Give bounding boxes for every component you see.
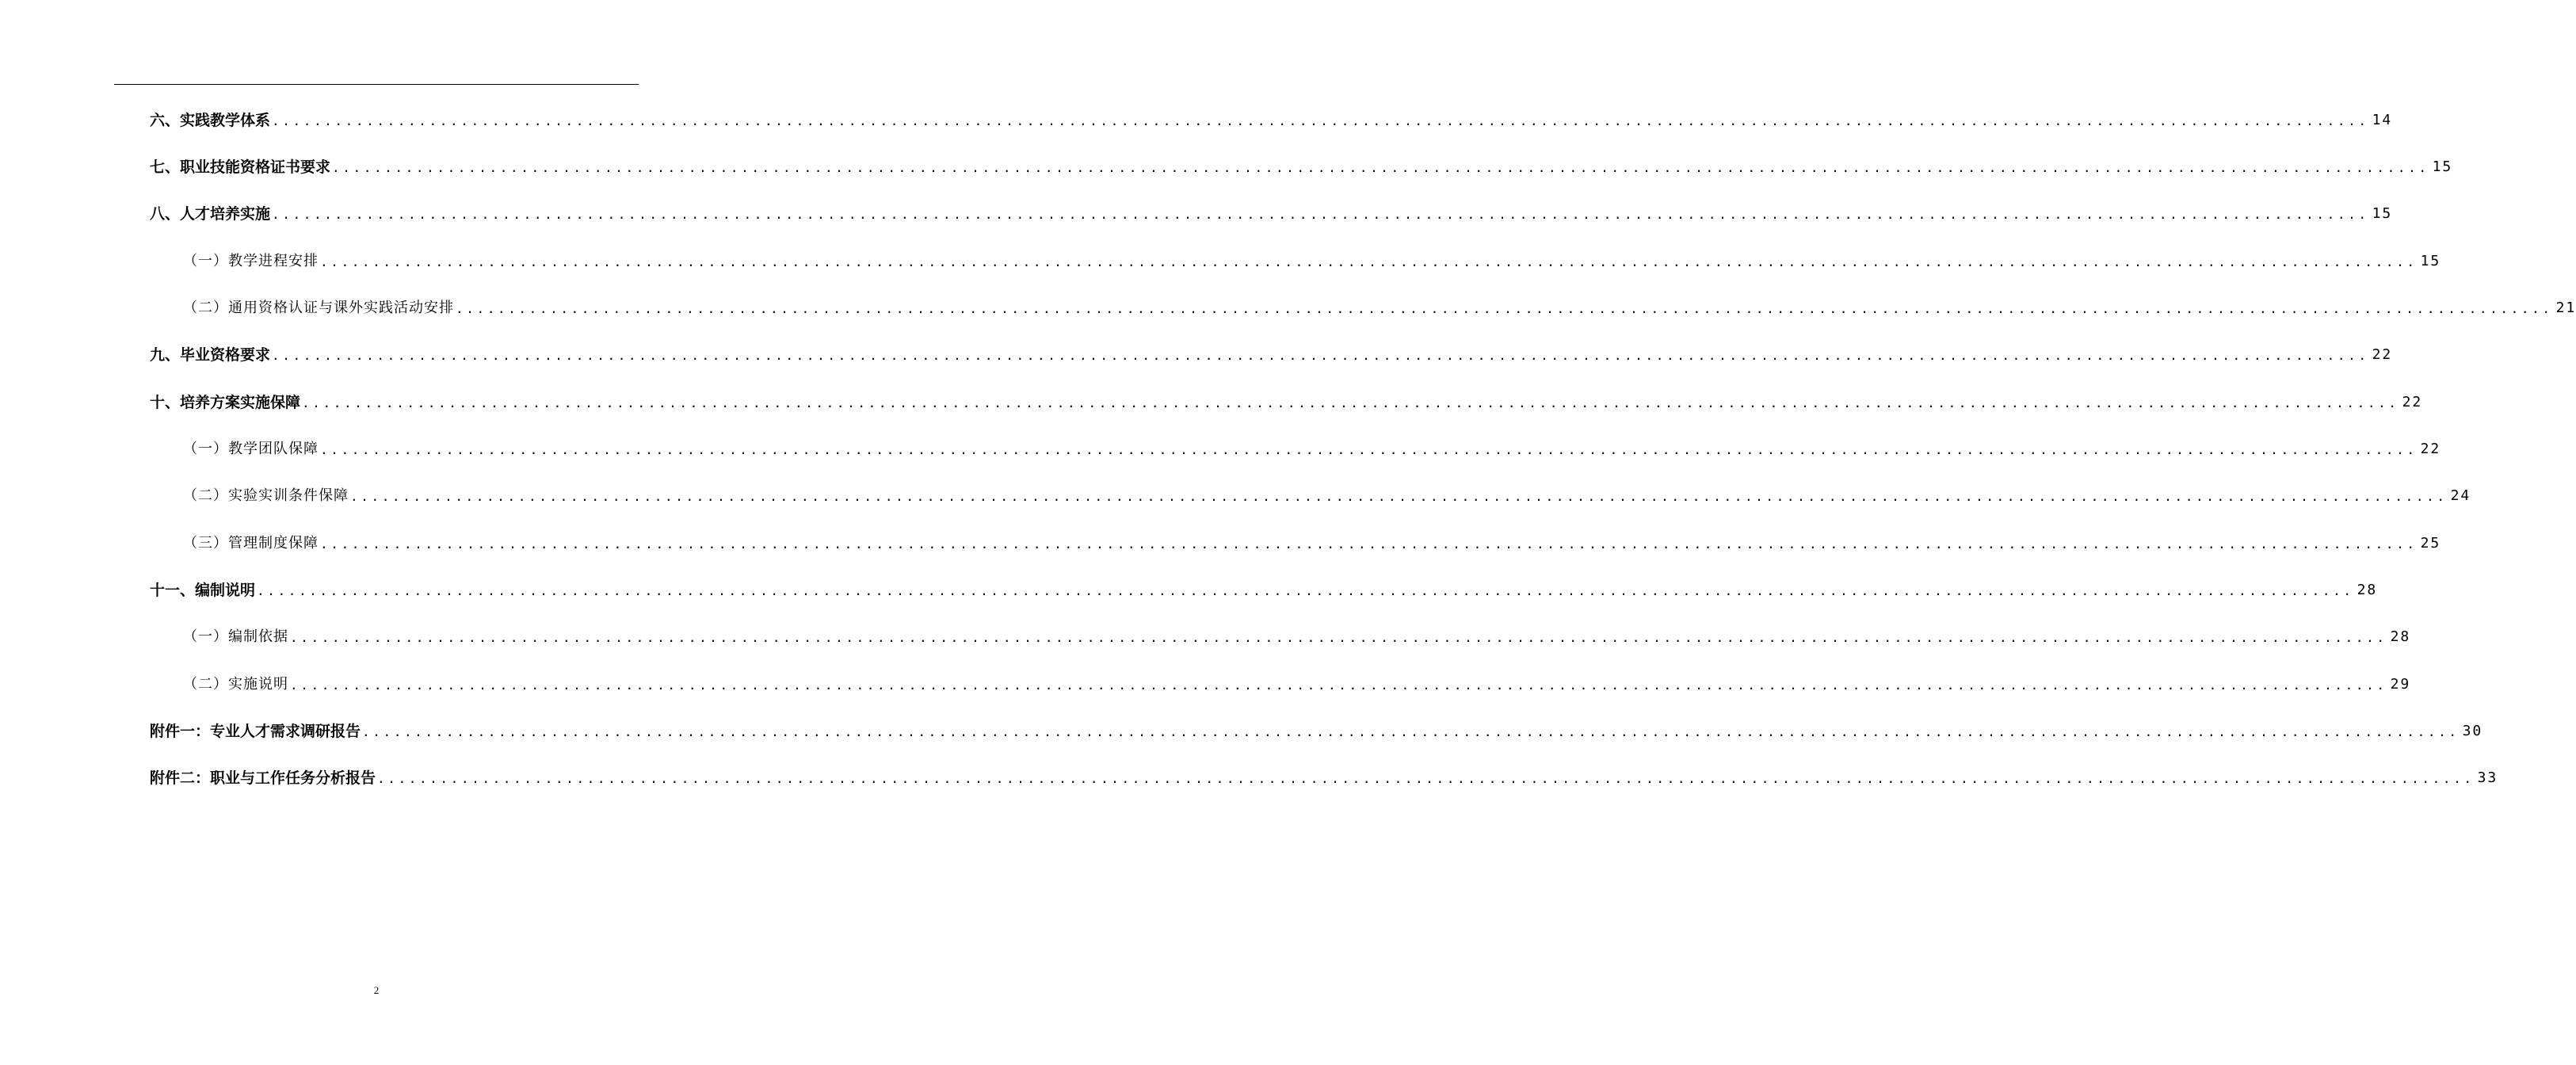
toc-entry[interactable] xyxy=(150,717,2483,741)
toc-dot-leader: ........................................................................................................................................................................................................ xyxy=(302,395,2399,410)
toc-entry-page: 24 xyxy=(2450,487,2471,504)
toc-entry-page: 21 xyxy=(2555,300,2576,316)
toc-entry[interactable] xyxy=(183,670,2411,694)
toc-entry[interactable] xyxy=(183,482,2471,506)
page-number: 2 xyxy=(373,984,380,996)
toc-entry-title: （二）实施说明 xyxy=(183,676,288,693)
toc-entry-page: 29 xyxy=(2390,676,2411,693)
toc-entry-page: 28 xyxy=(2357,582,2378,598)
toc-entry-title: 九、毕业资格要求 xyxy=(150,346,271,364)
toc-entry[interactable] xyxy=(150,388,2423,412)
toc-entry[interactable] xyxy=(150,200,2393,223)
toc-dot-leader: ........................................................................................................................................................................................................ xyxy=(377,771,2475,786)
toc-dot-leader: ........................................................................................................................................................................................................ xyxy=(320,254,2418,269)
toc-dot-leader: ........................................................................................................................................................................................................ xyxy=(272,207,2369,222)
toc-dot-leader: ........................................................................................................................................................................................................ xyxy=(320,442,2418,457)
toc-dot-leader: ........................................................................................................................................................................................................ xyxy=(272,348,2369,363)
toc-entry-title: （三）管理制度保障 xyxy=(183,535,319,552)
toc-entry-page: 25 xyxy=(2420,535,2441,552)
toc-entry-title: 附件一：专业人才需求调研报告 xyxy=(150,723,361,740)
toc-entry-page: 22 xyxy=(2420,441,2441,457)
toc-entry[interactable] xyxy=(150,106,2393,130)
toc-entry-title: 六、实践教学体系 xyxy=(150,112,271,129)
toc-entry-title: 十一、编制说明 xyxy=(150,582,256,599)
toc-entry-page: 28 xyxy=(2390,628,2411,645)
toc-entry-title: 十、培养方案实施保障 xyxy=(150,394,301,411)
toc-entry-title: 附件二：职业与工作任务分析报告 xyxy=(150,769,376,787)
toc-entry[interactable] xyxy=(183,435,2441,459)
toc-entry[interactable] xyxy=(150,153,2453,177)
toc-entry-title: （二）通用资格认证与课外实践活动安排 xyxy=(183,300,454,316)
toc-dot-leader: ........................................................................................................................................................................................................ xyxy=(456,301,2553,316)
toc-entry-page: 22 xyxy=(2372,346,2393,363)
toc-entry-page: 33 xyxy=(2477,769,2498,786)
toc-entry-title: （一）教学进程安排 xyxy=(183,253,319,269)
toc-entry-title: 七、职业技能资格证书要求 xyxy=(150,158,331,176)
toc-entry-page: 14 xyxy=(2372,112,2393,128)
toc-entry[interactable] xyxy=(183,623,2411,647)
toc-entry-page: 15 xyxy=(2420,253,2441,269)
toc-entry-title: （二）实验实训条件保障 xyxy=(183,487,349,504)
toc-dot-leader: ........................................................................................................................................................................................................ xyxy=(257,583,2354,598)
toc-entry-title: 八、人才培养实施 xyxy=(150,205,271,223)
toc-dot-leader: ........................................................................................................................................................................................................ xyxy=(350,489,2448,504)
toc-dot-leader: ........................................................................................................................................................................................................ xyxy=(332,160,2429,175)
toc-entry[interactable] xyxy=(183,529,2441,553)
toc-entry-title: （一）教学团队保障 xyxy=(183,441,319,457)
toc-entry[interactable] xyxy=(150,764,2498,788)
toc-dot-leader: ........................................................................................................................................................................................................ xyxy=(320,536,2418,552)
toc-entry-title: （一）编制依据 xyxy=(183,628,288,645)
toc-entry-page: 22 xyxy=(2402,394,2423,410)
toc-entry[interactable] xyxy=(183,247,2441,271)
toc-dot-leader: ........................................................................................................................................................................................................ xyxy=(362,724,2460,739)
toc-entry-page: 15 xyxy=(2372,205,2393,222)
toc-entry[interactable] xyxy=(150,576,2378,600)
toc-entry[interactable] xyxy=(183,294,2576,318)
toc-entry-page: 30 xyxy=(2462,723,2483,739)
toc-entry[interactable] xyxy=(150,341,2393,365)
toc-dot-leader: ........................................................................................................................................................................................................ xyxy=(290,630,2387,645)
toc-entry-page: 15 xyxy=(2432,158,2453,175)
toc-dot-leader: ........................................................................................................................................................................................................ xyxy=(290,678,2387,693)
toc-dot-leader: ........................................................................................................................................................................................................ xyxy=(272,113,2369,128)
